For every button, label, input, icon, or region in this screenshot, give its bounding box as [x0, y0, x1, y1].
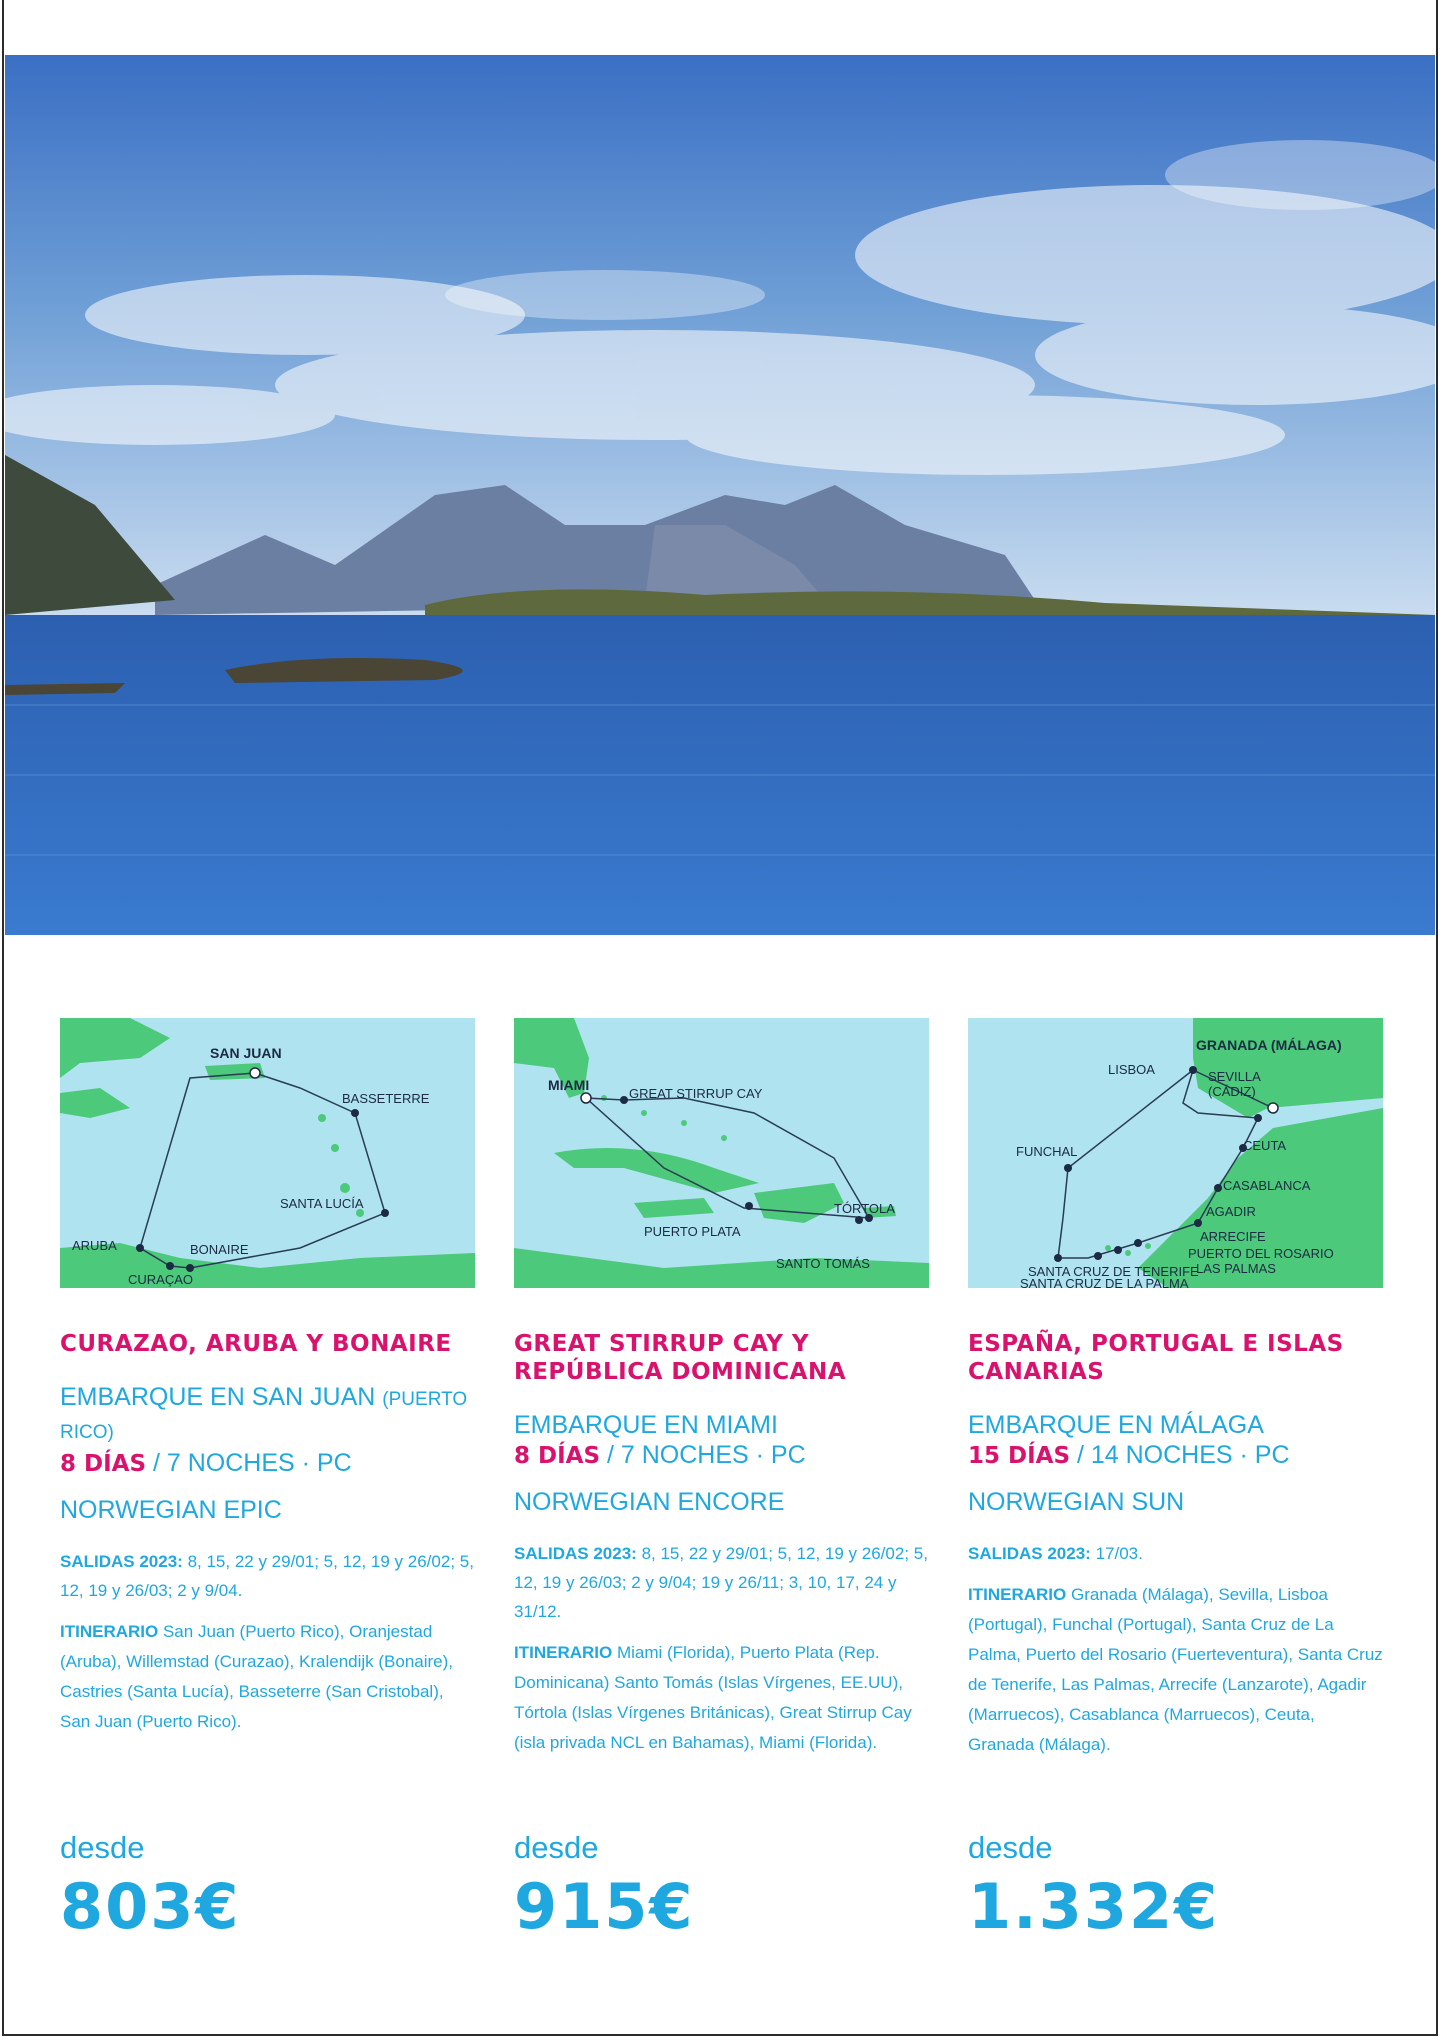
map-label: PUERTO DEL ROSARIO: [1188, 1246, 1334, 1261]
hero-photo: [5, 55, 1435, 935]
itinerary: ITINERARIO San Juan (Puerto Rico), Oranjestad (Aruba), Willemstad (Curazao), Kralendijk (Bonaire), Castries (Santa Lucía), Basseterre (San Cristobal), San Juan (Puerto Rico).: [60, 1622, 454, 1731]
ship-name: NORWEGIAN EPIC: [60, 1496, 282, 1524]
route-map: [514, 1018, 929, 1288]
cruise-card-3[interactable]: [968, 1018, 1383, 1760]
cruise-card-1[interactable]: [60, 1018, 475, 1737]
map-label: MIAMI: [548, 1077, 590, 1093]
map-label: ARRECIFE: [1200, 1229, 1266, 1244]
desde-label: desde: [514, 1830, 599, 1865]
map-label: AGADIR: [1206, 1204, 1256, 1219]
map-label: SANTO TOMÁS: [776, 1256, 870, 1271]
map-label: GREAT STIRRUP CAY: [629, 1086, 763, 1101]
map-label: LISBOA: [1108, 1062, 1155, 1077]
price: 1.332€: [968, 1870, 1220, 1943]
itinerary: ITINERARIO Miami (Florida), Puerto Plata (Rep. Dominicana) Santo Tomás (Islas Vírgenes, EE.UU), Tórtola (Islas Vírgenes Británicas), Great Stirrup Cay (isla privada NCL en Bahamas), Miami (Florida).: [514, 1643, 912, 1752]
departures: SALIDAS 2023: 8, 15, 22 y 29/01; 5, 12, 19 y 26/02; 5, 12, 19 y 26/03; 2 y 9/04; 19 y 26/11; 3, 10, 17, 24 y 31/12.: [514, 1544, 928, 1621]
itinerary: ITINERARIO Granada (Málaga), Sevilla, Lisboa (Portugal), Funchal (Portugal), Santa Cruz de La Palma, Puerto del Rosario (Fuerteventura), Santa Cruz de Tenerife, Las Palmas, Arrecife (Lanzarote), Agadir (Marruecos), Casablanca (Marruecos), Ceuta, Granada (Málaga).: [968, 1585, 1383, 1754]
desde-label: desde: [60, 1830, 145, 1865]
embark-info: EMBARQUE EN SAN JUAN (PUERTO RICO): [60, 1383, 468, 1443]
map-label: TÓRTOLA: [834, 1201, 895, 1216]
ship-name: NORWEGIAN SUN: [968, 1488, 1185, 1516]
map-label: PUERTO PLATA: [644, 1224, 741, 1239]
desde-label: desde: [968, 1830, 1053, 1865]
price: 915€: [514, 1870, 695, 1943]
departures: SALIDAS 2023: 8, 15, 22 y 29/01; 5, 12, 19 y 26/02; 5, 12, 19 y 26/03; 2 y 9/04.: [60, 1552, 474, 1600]
map-label: GRANADA (MÁLAGA): [1196, 1037, 1342, 1053]
map-label: CASABLANCA: [1223, 1178, 1311, 1193]
map-label: LAS PALMAS: [1196, 1261, 1276, 1276]
map-label: SANTA LUCÍA: [280, 1196, 364, 1211]
map-label: (CÁDIZ): [1208, 1084, 1256, 1099]
map-label: SANTA CRUZ DE LA PALMA: [1020, 1276, 1189, 1288]
cruise-title: GREAT STIRRUP CAY Y REPÚBLICA DOMINICANA: [514, 1331, 847, 1385]
map-label: SANTA CRUZ DE TENERIFE: [1028, 1264, 1199, 1279]
map-label: CURAÇAO: [128, 1272, 194, 1287]
duration: 8 DÍAS / 7 NOCHES · PC: [60, 1449, 352, 1477]
route-map: [60, 1018, 475, 1288]
map-label: SEVILLA: [1208, 1069, 1261, 1084]
departures: SALIDAS 2023: 17/03.: [968, 1544, 1143, 1563]
embark-info: EMBARQUE EN MIAMI: [514, 1411, 778, 1439]
route-map: [968, 1018, 1383, 1288]
cruise-card-2[interactable]: [514, 1018, 929, 1758]
map-label: BONAIRE: [190, 1242, 249, 1257]
cruise-title: ESPAÑA, PORTUGAL E ISLAS CANARIAS: [968, 1331, 1344, 1385]
cruise-title: CURAZAO, ARUBA Y BONAIRE: [60, 1331, 452, 1357]
embark-info: EMBARQUE EN MÁLAGA: [968, 1411, 1264, 1439]
ship-name: NORWEGIAN ENCORE: [514, 1488, 785, 1516]
map-label: CEUTA: [1243, 1138, 1287, 1153]
price: 803€: [60, 1870, 241, 1943]
map-label: SAN JUAN: [210, 1045, 282, 1061]
map-label: FUNCHAL: [1016, 1144, 1078, 1159]
duration: 8 DÍAS / 7 NOCHES · PC: [514, 1441, 806, 1469]
map-label: BASSETERRE: [342, 1091, 430, 1106]
map-label: ARUBA: [72, 1238, 117, 1253]
duration: 15 DÍAS / 14 NOCHES · PC: [968, 1441, 1290, 1469]
